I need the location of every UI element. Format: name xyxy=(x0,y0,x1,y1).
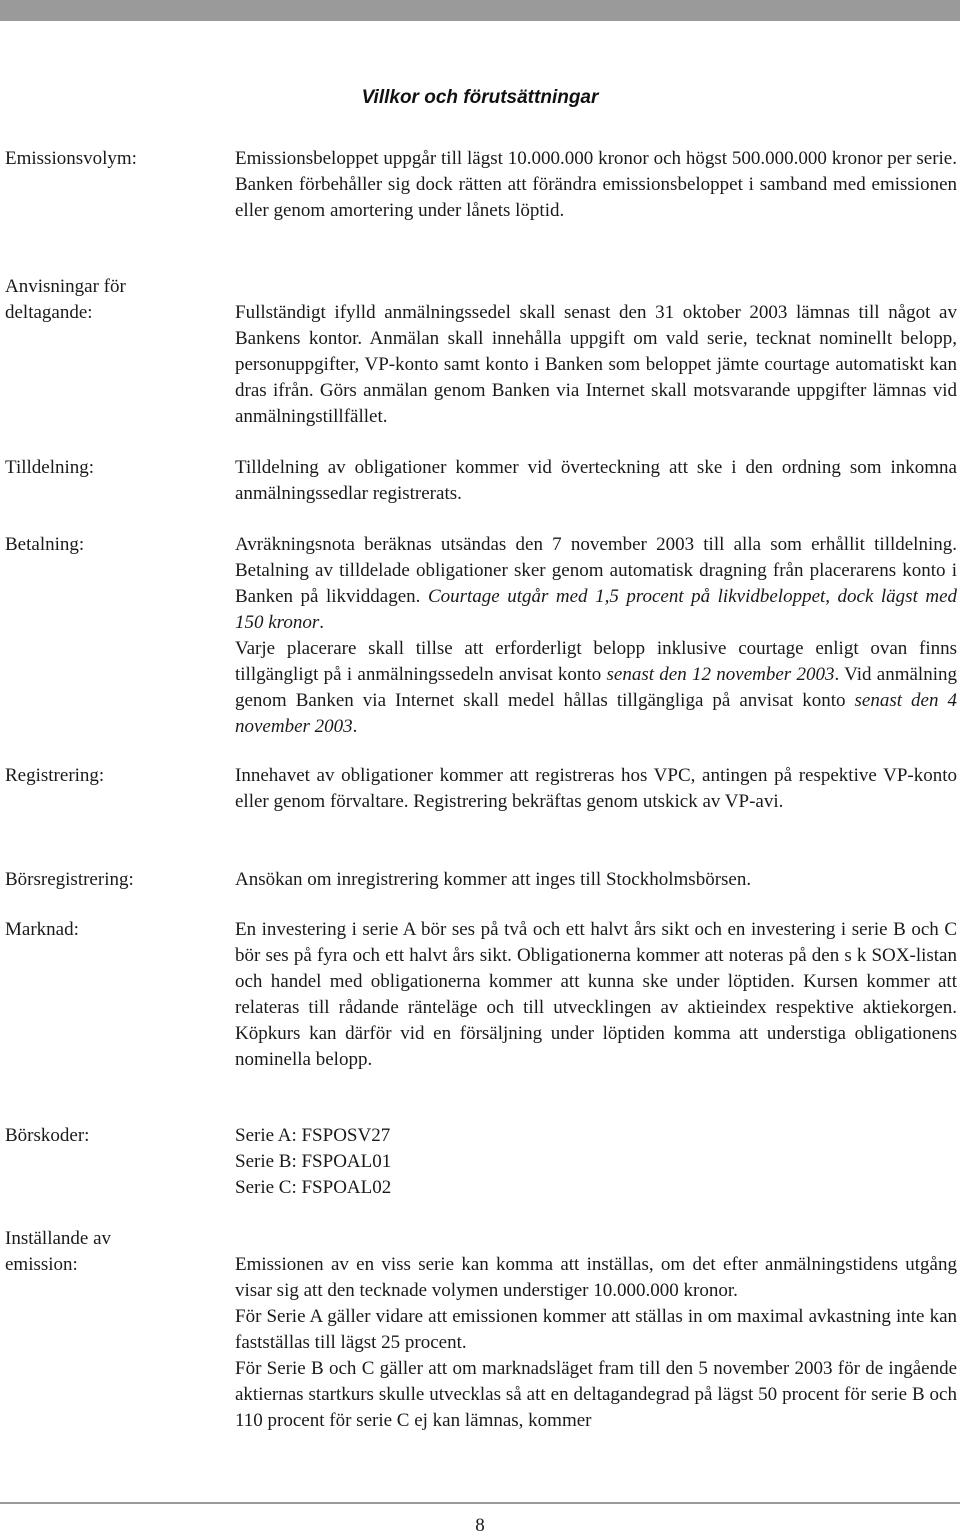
paragraph: Tilldelning av obligationer kommer vid överteckning att ske i den ordning som inkomna anmälningssedlar registrerats. xyxy=(235,457,957,504)
bottom-rule xyxy=(0,1502,960,1504)
label-borsregistrering: Börsregistrering: xyxy=(5,869,134,890)
list-item: Serie B: FSPOAL01 xyxy=(235,1151,392,1172)
italic-run: senast den 12 november 2003 xyxy=(606,664,835,685)
text-betalning xyxy=(235,532,957,740)
page-title: Villkor och förutsättningar xyxy=(361,87,599,108)
paragraph: För Serie A gäller vidare att emissionen kommer att ställas in om maximal avkastning inte kan fastställas till lägst 25 procent. xyxy=(235,1306,957,1353)
label-betalning: Betalning: xyxy=(5,534,85,555)
paragraph: Emissionsbeloppet uppgår till lägst 10.000.000 kronor och högst 500.000.000 kronor per serie. Banken förbehåller sig dock rätten att förändra emissionsbeloppet i samband med emissionen eller genom amortering under lånets löptid. xyxy=(235,148,957,221)
text-run: . Vid anmälning genom Banken via Internet skall medel hållas tillgängliga på anvisat konto xyxy=(235,664,957,711)
label-installande xyxy=(5,1226,220,1278)
label-line: Anvisningar för xyxy=(5,276,126,297)
page-number: 8 xyxy=(475,1515,485,1536)
text-run: . xyxy=(352,716,358,737)
text-emissionsvolym xyxy=(235,146,957,224)
text-marknad xyxy=(235,917,957,1073)
paragraph: Ansökan om inregistrering kommer att inges till Stockholmsbörsen. xyxy=(235,869,752,890)
label-borskoder: Börskoder: xyxy=(5,1125,90,1146)
text-borsregistrering xyxy=(235,867,957,893)
text-run: . xyxy=(319,612,325,633)
label-line: deltagande: xyxy=(5,302,93,323)
label-registrering: Registrering: xyxy=(5,765,105,786)
paragraph xyxy=(235,532,957,636)
paragraph: Innehavet av obligationer kommer att registreras hos VPC, antingen på respektive VP-konto eller genom förvaltare. Registrering bekräftas genom utskick av VP-avi. xyxy=(235,765,957,812)
italic-run: Courtage utgår med 1,5 procent på likvidbeloppet, dock lägst med 150 kronor xyxy=(235,586,958,633)
label-tilldelning: Tilldelning: xyxy=(5,457,95,478)
paragraph: För Serie B och C gäller att om marknadsläget fram till den 5 november 2003 för de ingående aktiernas startkurs skulle utvecklas så att en deltagandegrad på lägst 50 procent för serie B och 110 procent för serie C ej kan lämnas, kommer xyxy=(235,1358,957,1431)
paragraph: En investering i serie A bör ses på två och ett halvt års sikt och en investering i serie B och C bör ses på fyra och ett halvt års sikt. Obligationerna kommer att noteras på den s k SOX-listan och handel med obligationerna kommer att kunna ske under löptiden. Kursen kommer att relateras till rådande ränteläge och till utvecklingen av aktieindex respektive aktiekorgen. Köpkurs kan därför vid en försäljning under löptiden komma att understiga obligationens nominella belopp. xyxy=(235,919,957,1070)
text-anvisningar xyxy=(235,300,957,430)
label-emissionsvolym: Emissionsvolym: xyxy=(5,148,137,169)
paragraph: Emissionen av en viss serie kan komma att inställas, om det efter anmälningstidens utgång visar sig att den tecknade volymen understiger 10.000.000 kronor. xyxy=(235,1254,957,1301)
text-run: Avräkningsnota beräknas utsändas den 7 november 2003 till alla som erhållit tilldelning. Betalning av tilldelade obligationer sker genom automatisk dragning från placerarens konto i Banken på likviddagen. xyxy=(235,534,957,607)
text-run: Varje placerare skall tillse att erforderligt belopp inklusive courtage enligt ovan finns tillgängligt på i anmälningssedeln anvisat konto xyxy=(235,638,957,685)
paragraph xyxy=(235,636,957,740)
text-registrering xyxy=(235,763,957,815)
text-installande xyxy=(235,1252,957,1434)
italic-run: senast den 4 november 2003 xyxy=(235,690,957,737)
top-rule xyxy=(0,0,960,21)
paragraph: Fullständigt ifylld anmälningssedel skall senast den 31 oktober 2003 lämnas till något av Bankens kontor. Anmälan skall innehålla uppgift om vald serie, tecknat nominellt belopp, personuppgifter, VP-konto samt konto i Banken som beloppet jämte courtage automatiskt kan dras ifrån. Görs anmälan genom Banken via Internet skall motsvarande uppgifter lämnas vid anmälningstillfället. xyxy=(235,302,957,427)
list-item: Serie A: FSPOSV27 xyxy=(235,1125,391,1146)
label-marknad: Marknad: xyxy=(5,919,79,940)
text-tilldelning xyxy=(235,455,957,507)
label-anvisningar xyxy=(5,274,220,326)
list-item: Serie C: FSPOAL02 xyxy=(235,1177,392,1198)
label-line: emission: xyxy=(5,1254,78,1275)
label-line: Inställande av xyxy=(5,1228,112,1249)
list-borskoder xyxy=(235,1123,957,1201)
